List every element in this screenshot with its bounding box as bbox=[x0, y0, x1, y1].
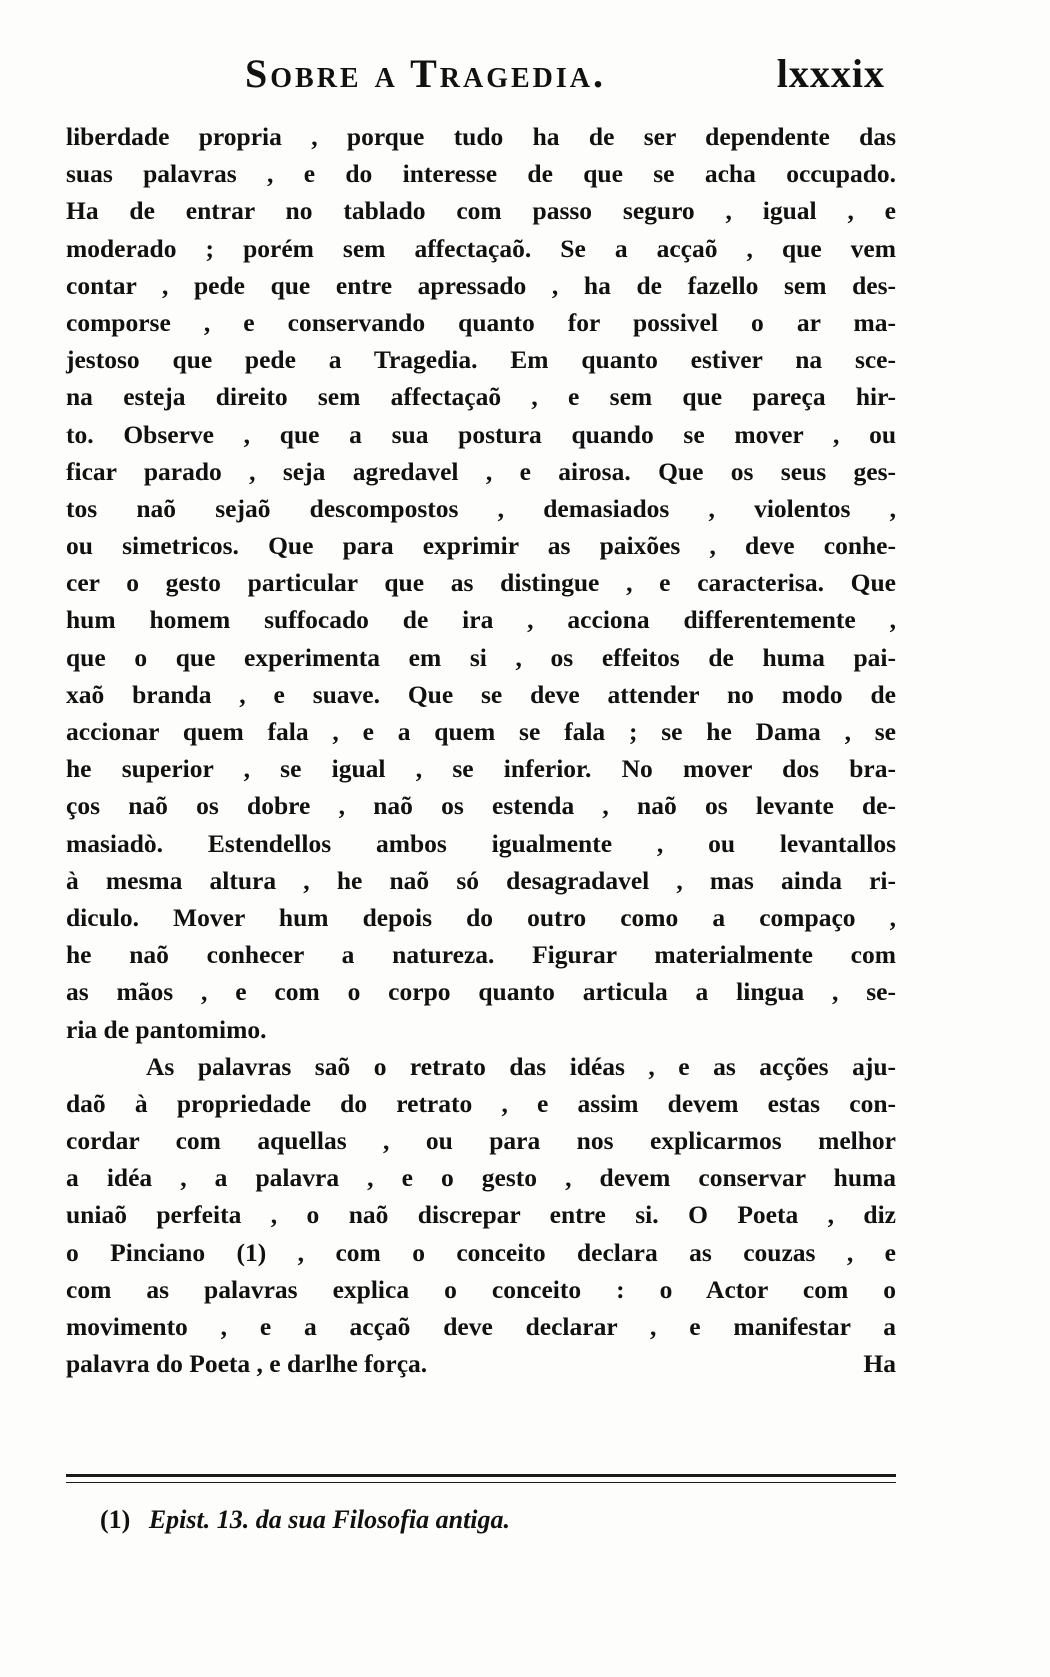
final-line-text: palavra do Poeta , e darlhe força. bbox=[66, 1349, 428, 1379]
footnote-reference: (1) bbox=[100, 1505, 131, 1534]
text-line: diculo. Mover hum depois do outro como a compaço , bbox=[66, 902, 896, 932]
text-line: he naõ conhecer a natureza. Figurar materialmente com bbox=[66, 940, 896, 970]
paragraph-start-line: As palavras saõ o retrato das idéas , e as acções aju- bbox=[146, 1051, 896, 1081]
catchword: Ha bbox=[863, 1349, 896, 1379]
running-title: Sobre a Tragedia. bbox=[245, 51, 607, 96]
text-line: com as palavras explica o conceito : o Actor com o bbox=[66, 1274, 896, 1304]
text-line: suas palavras , e do interesse de que se acha occupado. bbox=[66, 159, 896, 189]
text-line: na esteja direito sem affectaçaõ , e sem que pareça hir- bbox=[66, 382, 896, 412]
text-line: ços naõ os dobre , naõ os estenda , naõ os levante de- bbox=[66, 791, 896, 821]
text-line: he superior , se igual , se inferior. No mover dos bra- bbox=[66, 754, 896, 784]
body-text bbox=[66, 118, 896, 1382]
text-line: ou simetricos. Que para exprimir as paixões , deve conhe- bbox=[66, 531, 896, 561]
footnote bbox=[100, 1500, 860, 1540]
text-line: Ha de entrar no tablado com passo seguro , igual , e bbox=[66, 196, 896, 226]
text-line: accionar quem fala , e a quem se fala ; se he Dama , se bbox=[66, 717, 896, 746]
text-line: as mãos , e com o corpo quanto articula a lingua , se- bbox=[66, 977, 896, 1007]
text-line: tos naõ sejaõ descompostos , demasiados , violentos , bbox=[66, 493, 896, 523]
text-line: a idéa , a palavra , e o gesto , devem conservar huma bbox=[66, 1163, 896, 1193]
text-line: hum homem suffocado de ira , acciona differentemente , bbox=[66, 605, 896, 635]
text-line: ficar parado , seja agredavel , e airosa. Que os seus ges- bbox=[66, 456, 896, 486]
text-line: daõ à propriedade do retrato , e assim devem estas con- bbox=[66, 1088, 896, 1118]
paragraph-end-line: ria de pantomimo. bbox=[66, 1014, 267, 1044]
final-line bbox=[66, 1345, 896, 1382]
text-line: liberdade propria , porque tudo ha de ser dependente das bbox=[66, 122, 896, 151]
text-line: to. Observe , que a sua postura quando se mover , ou bbox=[66, 419, 896, 449]
footnote-rule bbox=[66, 1474, 896, 1483]
footnote-citation: Epist. 13. da sua Filosofia antiga. bbox=[148, 1505, 511, 1534]
text-line: uniaõ perfeita , o naõ discrepar entre si. O Poeta , diz bbox=[66, 1200, 896, 1230]
text-line: cordar com aquellas , ou para nos explicarmos melhor bbox=[66, 1126, 896, 1156]
text-line: contar , pede que entre apressado , ha de fazello sem des- bbox=[66, 270, 896, 300]
page-header bbox=[245, 50, 885, 110]
text-line: xaõ branda , e suave. Que se deve attender no modo de bbox=[66, 679, 896, 709]
text-line: jestoso que pede a Tragedia. Em quanto estiver na sce- bbox=[66, 345, 896, 375]
page-number: lxxxix bbox=[776, 51, 885, 96]
text-line: cer o gesto particular que as distingue , e caracterisa. Que bbox=[66, 568, 896, 598]
text-line: que o que experimenta em si , os effeitos de huma pai- bbox=[66, 642, 896, 672]
text-line: moderado ; porém sem affectaçaõ. Se a acçaõ , que vem bbox=[66, 233, 896, 263]
text-line: comporse , e conservando quanto for possivel o ar ma- bbox=[66, 307, 896, 337]
text-line: à mesma altura , he naõ só desagradavel , mas ainda ri- bbox=[66, 865, 896, 895]
text-line: movimento , e a acçaõ deve declarar , e manifestar a bbox=[66, 1312, 896, 1341]
text-line: masiadò. Estendellos ambos igualmente , ou levantallos bbox=[66, 828, 896, 858]
text-line: o Pinciano (1) , com o conceito declara as couzas , e bbox=[66, 1237, 896, 1267]
